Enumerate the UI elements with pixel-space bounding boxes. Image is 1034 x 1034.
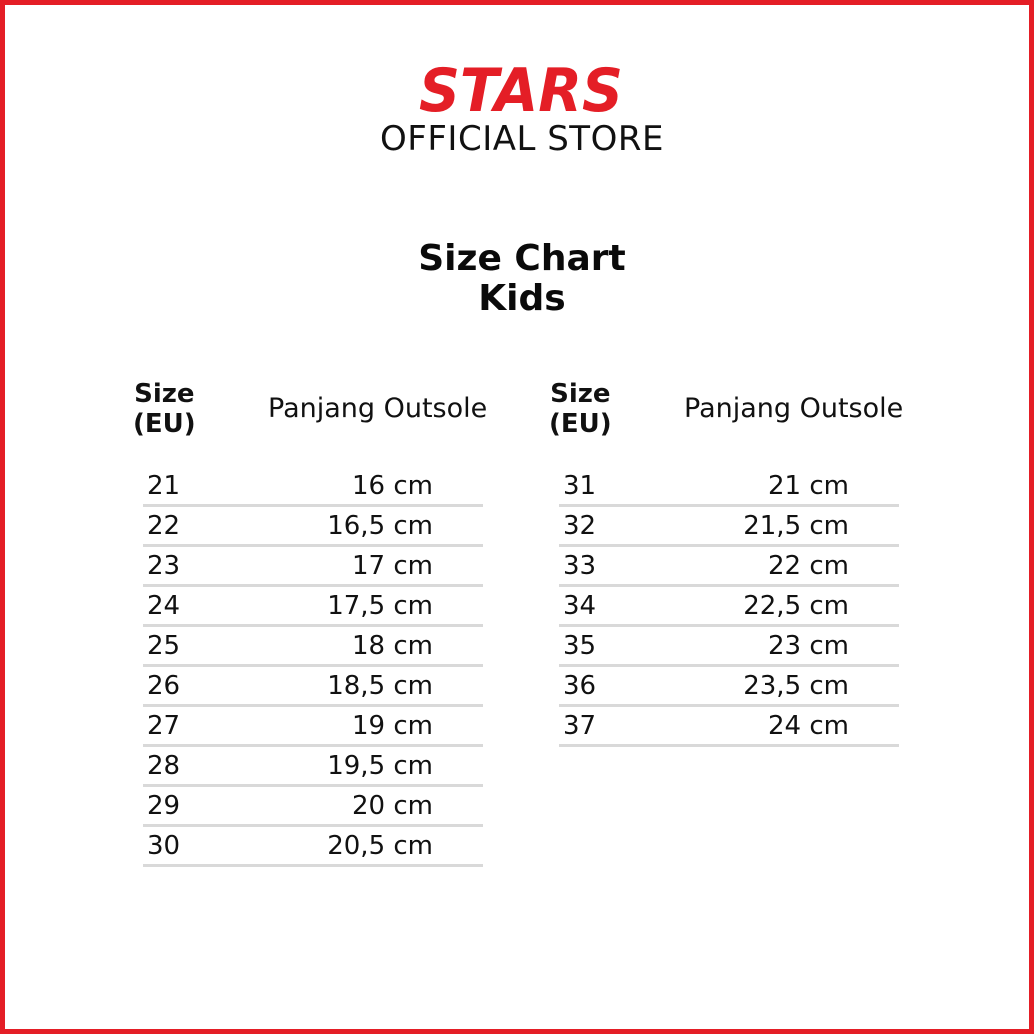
- stars-logo: [419, 61, 625, 119]
- table-row: [143, 587, 483, 627]
- table-row: [143, 467, 483, 507]
- table-row: [143, 507, 483, 547]
- length-cell: 19,5 cm: [327, 751, 433, 781]
- size-cell: 26: [147, 671, 181, 701]
- size-cell: 27: [147, 711, 181, 741]
- size-cell: 23: [147, 551, 181, 581]
- table-row: [559, 667, 899, 707]
- table-rows: [143, 467, 483, 867]
- column-header-length: Panjang Outsole: [268, 393, 488, 424]
- size-cell: 32: [563, 511, 597, 541]
- size-cell: 33: [563, 551, 597, 581]
- table-row: [559, 467, 899, 507]
- stars-logo-icon: [419, 61, 625, 119]
- length-cell: 24 cm: [768, 711, 849, 741]
- size-cell: 36: [563, 671, 597, 701]
- size-cell: 29: [147, 791, 181, 821]
- header-size-unit: (EU): [549, 409, 612, 439]
- column-header-size: [133, 379, 196, 439]
- size-cell: 21: [147, 471, 181, 501]
- length-cell: 17,5 cm: [327, 591, 433, 621]
- table-row: [143, 827, 483, 867]
- length-cell: 18 cm: [352, 631, 433, 661]
- length-cell: 16,5 cm: [327, 511, 433, 541]
- size-cell: 28: [147, 751, 181, 781]
- size-cell: 31: [563, 471, 597, 501]
- table-row: [143, 547, 483, 587]
- table-row: [559, 507, 899, 547]
- header-size-unit: (EU): [133, 409, 196, 439]
- size-cell: 34: [563, 591, 597, 621]
- table-row: [143, 787, 483, 827]
- table-rows: [559, 467, 899, 747]
- length-cell: 17 cm: [352, 551, 433, 581]
- length-cell: 23 cm: [768, 631, 849, 661]
- table-row: [143, 707, 483, 747]
- size-cell: 22: [147, 511, 181, 541]
- header-size-label: Size: [550, 379, 611, 409]
- size-cell: 30: [147, 831, 181, 861]
- column-header-length: Panjang Outsole: [684, 393, 904, 424]
- size-cell: 35: [563, 631, 597, 661]
- table-row: [559, 547, 899, 587]
- size-cell: 24: [147, 591, 181, 621]
- size-cell: 25: [147, 631, 181, 661]
- column-header-size: [549, 379, 612, 439]
- table-row: [143, 667, 483, 707]
- table-row: [559, 627, 899, 667]
- length-cell: 20,5 cm: [327, 831, 433, 861]
- title-line-2: Kids: [478, 278, 566, 319]
- table-row: [559, 587, 899, 627]
- table-row: [143, 627, 483, 667]
- header-size-label: Size: [134, 379, 195, 409]
- title-line-1: Size Chart: [418, 238, 626, 279]
- length-cell: 21 cm: [768, 471, 849, 501]
- length-cell: 22 cm: [768, 551, 849, 581]
- length-cell: 21,5 cm: [743, 511, 849, 541]
- length-cell: 20 cm: [352, 791, 433, 821]
- table-row: [559, 707, 899, 747]
- store-name: OFFICIAL STORE: [380, 119, 664, 159]
- length-cell: 22,5 cm: [743, 591, 849, 621]
- length-cell: 18,5 cm: [327, 671, 433, 701]
- length-cell: 19 cm: [352, 711, 433, 741]
- table-row: [143, 747, 483, 787]
- length-cell: 23,5 cm: [743, 671, 849, 701]
- length-cell: 16 cm: [352, 471, 433, 501]
- page-title: [5, 239, 1034, 319]
- size-cell: 37: [563, 711, 597, 741]
- logo-text: STARS: [419, 61, 623, 119]
